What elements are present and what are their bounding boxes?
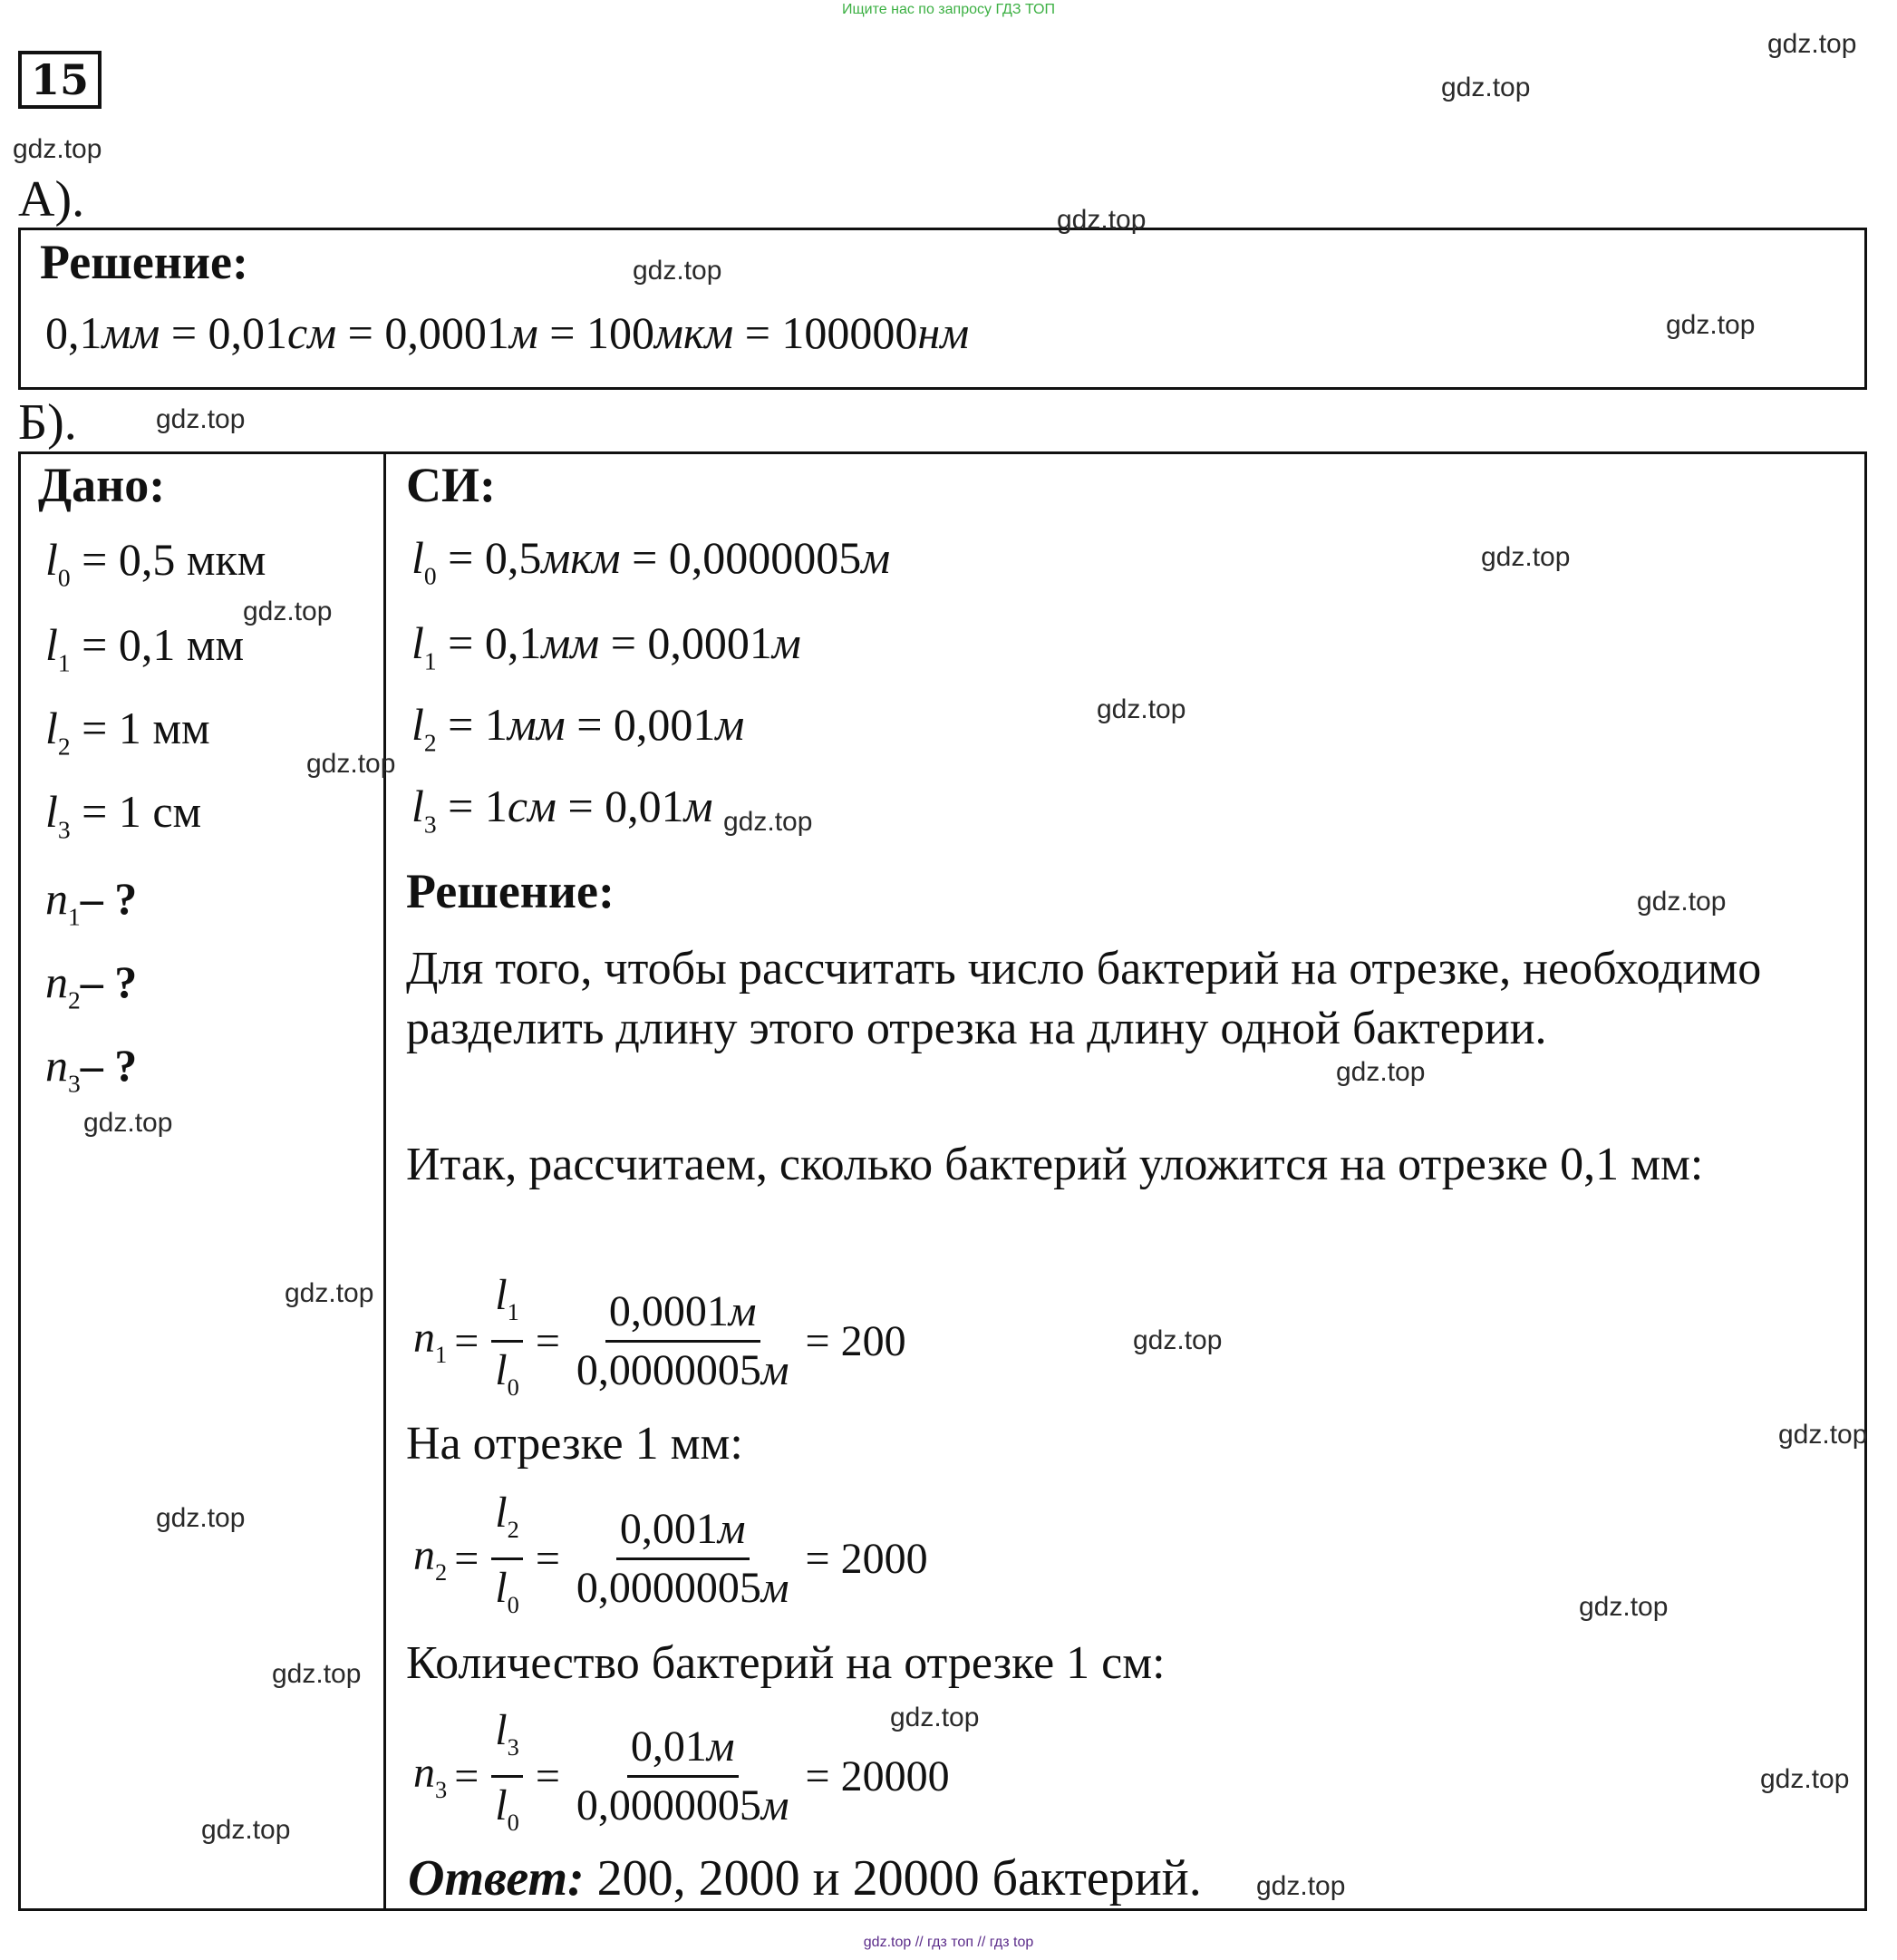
watermark: gdz.top	[156, 1503, 246, 1533]
eq-unit: мкм	[653, 307, 734, 358]
given-item: $l_1 = 0,1$ мм	[45, 619, 245, 677]
eq-unit: мм	[102, 307, 160, 358]
watermark: gdz.top	[890, 1703, 980, 1732]
answer-label: Ответ:	[408, 1850, 585, 1907]
intro-paragraph: Для того, чтобы рассчитать число бактерий на отрезке, необходимо разделить длину этого отрезка на длину одной бактерии.	[406, 943, 1762, 1054]
watermark: gdz.top	[1760, 1764, 1850, 1794]
part-a-heading: Решение:	[40, 235, 248, 289]
part-b-label: Б).	[18, 394, 77, 451]
fraction-values: $\frac{0,001м}{0,0000005м}$	[576, 1504, 789, 1612]
watermark: gdz.top	[243, 597, 333, 626]
given-item: $l_0 = 0,5$ мкм	[45, 534, 266, 592]
watermark: gdz.top	[285, 1278, 374, 1308]
watermark: gdz.top	[1778, 1420, 1868, 1450]
watermark: gdz.top	[306, 749, 396, 779]
watermark: gdz.top	[1441, 73, 1531, 102]
si-item: $l_3 = 1см = 0,01м$	[411, 781, 713, 839]
given-item: $l_2 = 1$ мм	[45, 703, 210, 761]
given-heading: Дано:	[38, 458, 166, 512]
watermark: gdz.top	[1133, 1325, 1223, 1355]
watermark: gdz.top	[1481, 542, 1571, 572]
part-a-equation	[45, 306, 969, 359]
step3-text: Количество бактерий на отрезке 1 см:	[406, 1637, 1166, 1689]
watermark: gdz.top	[1336, 1057, 1426, 1087]
eq-part: = 0,0001	[336, 307, 509, 358]
eq-part: = 0,01	[160, 307, 288, 358]
watermark: gdz.top	[723, 807, 813, 837]
fraction-l: $\frac{l_2}{l_0}$	[491, 1489, 523, 1629]
task-number: 15	[18, 51, 102, 109]
part-a-label: А).	[18, 171, 85, 228]
bottom-banner: gdz.top // гдз топ // гдз top	[863, 1935, 1034, 1950]
watermark: gdz.top	[633, 256, 722, 286]
fraction-values: $\frac{0,0001м}{0,0000005м}$	[576, 1286, 789, 1394]
watermark: gdz.top	[1097, 694, 1186, 724]
watermark: gdz.top	[1579, 1592, 1669, 1622]
solution-heading: Решение:	[406, 864, 615, 918]
si-heading: СИ:	[406, 458, 496, 512]
answer-text: 200, 2000 и 20000 бактерий.	[584, 1850, 1202, 1907]
watermark: gdz.top	[13, 134, 102, 164]
step1-text: Итак, рассчитаем, сколько бактерий уложится на отрезке 0,1 мм:	[406, 1139, 1704, 1190]
watermark: gdz.top	[1057, 205, 1147, 235]
watermark: gdz.top	[201, 1815, 291, 1845]
column-divider	[383, 451, 386, 1911]
watermark: gdz.top	[272, 1659, 362, 1689]
given-item: $l_3 = 1$ см	[45, 786, 202, 844]
fraction-values: $\frac{0,01м}{0,0000005м}$	[576, 1722, 789, 1829]
formula-n3: $n_3$ = $\frac{l_3}{l_0}$ = $\frac{0,01м}{0,0000005м}$ = 20000	[413, 1706, 950, 1847]
eq-unit: см	[287, 307, 337, 358]
si-item: $l_0 = 0,5мкм = 0,0000005м$	[411, 532, 891, 590]
formula-n1: $n_1$ = $\frac{l_1}{l_0}$ = $\frac{0,0001м}{0,0000005м}$ = 200	[413, 1271, 906, 1412]
eq-part: = 100000	[733, 307, 918, 358]
top-banner: Ищите нас по запросу ГДЗ ТОП	[842, 2, 1055, 17]
eq-part: = 100	[537, 307, 654, 358]
watermark: gdz.top	[1767, 29, 1857, 59]
watermark: gdz.top	[1637, 887, 1727, 917]
fraction-l: $\frac{l_3}{l_0}$	[491, 1706, 523, 1847]
eq-unit: нм	[917, 307, 970, 358]
fraction-l: $\frac{l_1}{l_0}$	[491, 1271, 523, 1412]
si-item: $l_1 = 0,1мм = 0,0001м$	[411, 617, 801, 675]
eq-part: 0,1	[45, 307, 102, 358]
answer	[408, 1849, 1202, 1907]
step2-text: На отрезке 1 мм:	[406, 1418, 743, 1470]
si-item: $l_2 = 1мм = 0,001м$	[411, 699, 745, 757]
watermark: gdz.top	[1666, 310, 1756, 340]
find-item: $n_2-$ ?	[45, 956, 138, 1014]
watermark: gdz.top	[1256, 1871, 1346, 1901]
watermark: gdz.top	[83, 1108, 173, 1138]
find-item: $n_1-$ ?	[45, 873, 138, 931]
find-item: $n_3-$ ?	[45, 1040, 138, 1098]
formula-n2: $n_2$ = $\frac{l_2}{l_0}$ = $\frac{0,001м}{0,0000005м}$ = 2000	[413, 1489, 928, 1629]
watermark: gdz.top	[156, 404, 246, 434]
eq-unit: м	[508, 307, 538, 358]
